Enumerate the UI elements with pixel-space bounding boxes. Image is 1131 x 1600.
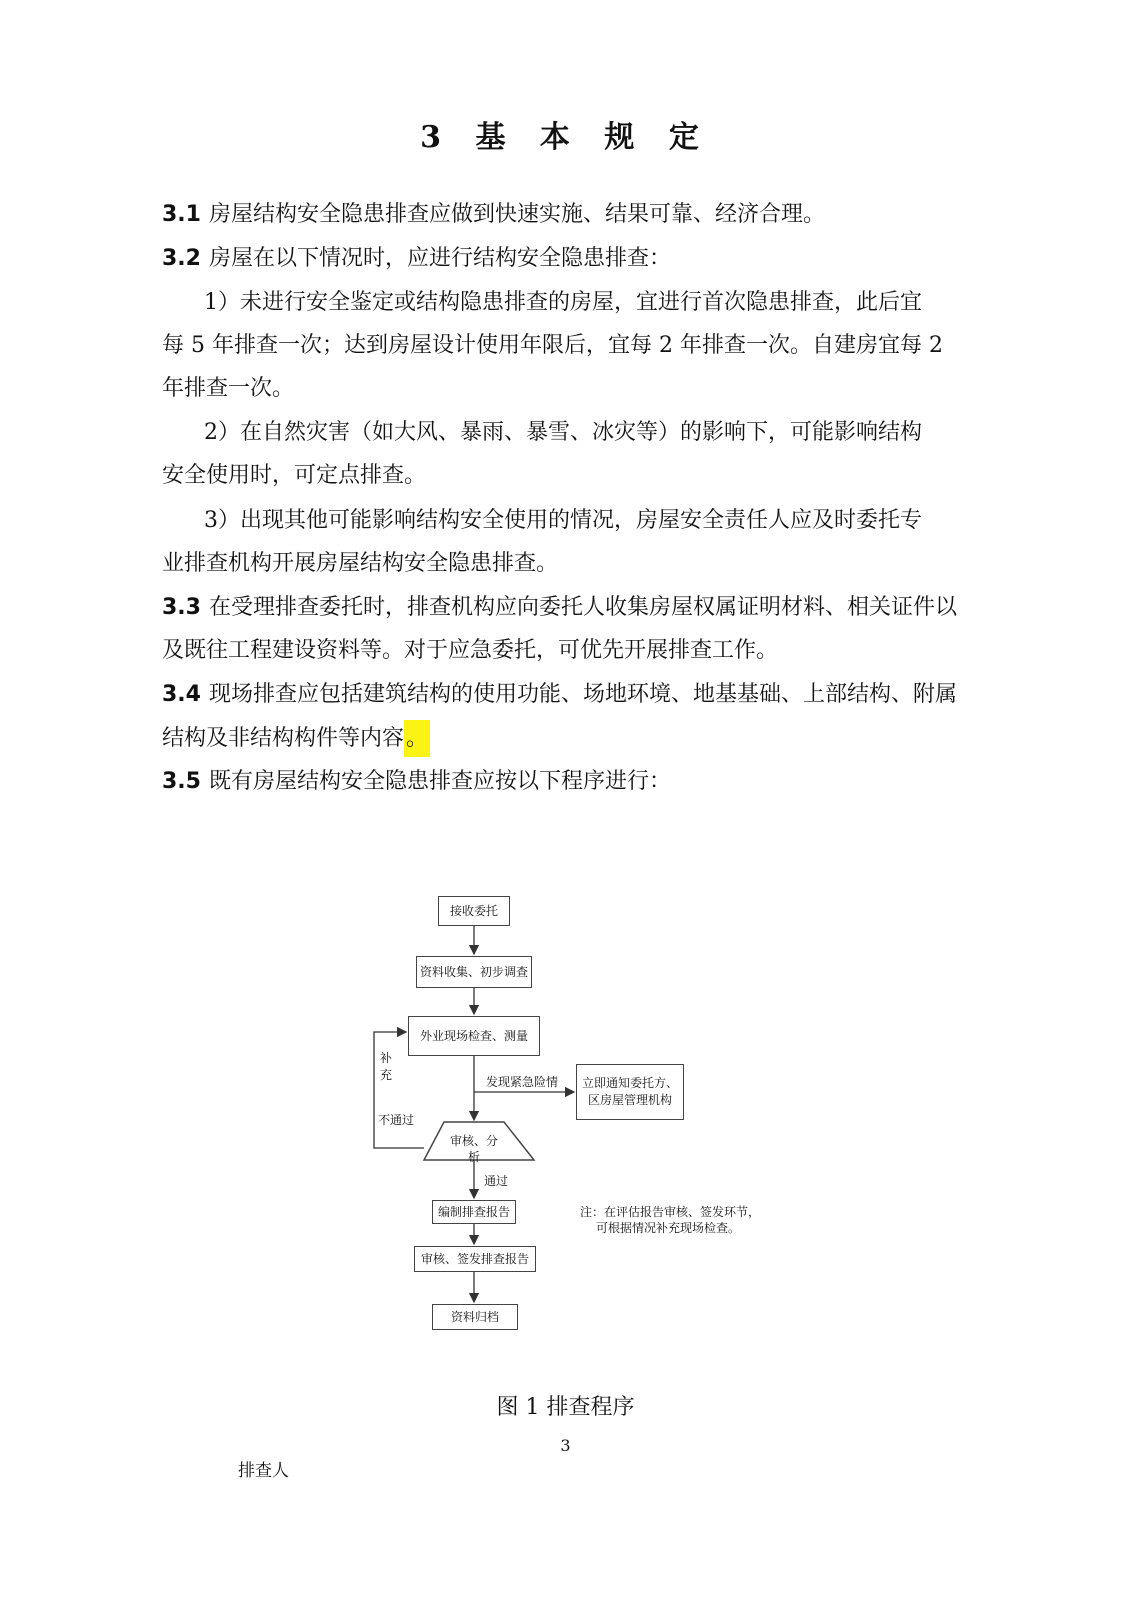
step-receive: 接收委托	[438, 896, 510, 926]
item-1-line-3: 年排查一次。	[162, 376, 295, 401]
clause-number: 3.5	[162, 769, 201, 794]
procedure-flowchart	[360, 890, 780, 1350]
step-draft-report: 编制排查报告	[432, 1200, 516, 1224]
clause-3-3-line-2: 及既往工程建设资料等。对于应急委托，可优先开展排查工作。	[162, 638, 779, 663]
signature-label: 排查人	[238, 1461, 289, 1481]
fail-label: 不通过	[378, 1113, 415, 1127]
item-1-line-2: 每 5 年排查一次；达到房屋设计使用年限后，宜每 2 年排查一次。自建房宜每 2	[162, 333, 943, 358]
figure-caption: 图 1 排查程序	[496, 1395, 635, 1420]
step-notify	[576, 1064, 684, 1120]
clause-number: 3.2	[162, 246, 201, 271]
clause-3-2	[162, 244, 671, 274]
pass-label: 通过	[484, 1174, 509, 1188]
clause-number: 3.3	[162, 595, 201, 620]
notify-line-2: 区房屋管理机构	[587, 1093, 672, 1107]
note-line-1: 注：在评估报告审核、签发环节，	[580, 1205, 761, 1219]
item-1-line-1: 1）未进行安全鉴定或结构隐患排查的房屋，宜进行首次隐患排查，此后宜	[204, 290, 922, 315]
clause-text: 既有房屋结构安全隐患排查应按以下程序进行：	[208, 769, 671, 794]
step-collect: 资料收集、初步调查	[416, 956, 532, 988]
item-2-line-2: 安全使用时，可定点排查。	[162, 463, 427, 488]
clause-3-4-line-2	[162, 724, 430, 754]
clause-3-5	[162, 767, 671, 797]
clause-text: 结构及非结构构件等内容	[162, 726, 405, 751]
clause-text: 在受理排查委托时，排查机构应向委托人收集房屋权属证明材料、相关证件以	[208, 595, 957, 620]
clause-text: 房屋结构安全隐患排查应做到快速实施、结果可靠、经济合理。	[208, 202, 825, 227]
clause-3-3	[162, 593, 957, 623]
item-3-line-1: 3）出现其他可能影响结构安全使用的情况，房屋安全责任人应及时委托专	[204, 508, 922, 533]
clause-3-1	[162, 200, 825, 230]
clause-number: 3.4	[162, 682, 201, 707]
highlight-mark: 。	[404, 720, 430, 757]
item-2-line-1: 2）在自然灾害（如大风、暴雨、暴雪、冰灾等）的影响下，可能影响结构	[204, 420, 922, 445]
page-title: 3 基 本 规 定	[420, 120, 711, 155]
supplement-label-1: 补	[380, 1051, 393, 1065]
clause-text: 现场排查应包括建筑结构的使用功能、场地环境、地基基础、上部结构、附属	[208, 682, 957, 707]
item-3-line-2: 业排查机构开展房屋结构安全隐患排查。	[162, 551, 559, 576]
supplement-label-2: 充	[380, 1068, 393, 1082]
clause-number: 3.1	[162, 202, 201, 227]
notify-line-1: 立即通知委托方、	[581, 1076, 678, 1090]
step-sign-report: 审核、签发排查报告	[414, 1246, 536, 1272]
step-review: 审核、分析	[449, 1134, 498, 1164]
clause-3-4	[162, 680, 957, 710]
page-number: 3	[560, 1436, 571, 1455]
emergency-label: 发现紧急险情	[486, 1075, 559, 1089]
step-inspect: 外业现场检查、测量	[408, 1016, 540, 1056]
note-line-2: 可根据情况补充现场检查。	[596, 1221, 741, 1235]
clause-text: 房屋在以下情况时，应进行结构安全隐患排查：	[208, 246, 671, 271]
step-archive: 资料归档	[432, 1304, 518, 1330]
